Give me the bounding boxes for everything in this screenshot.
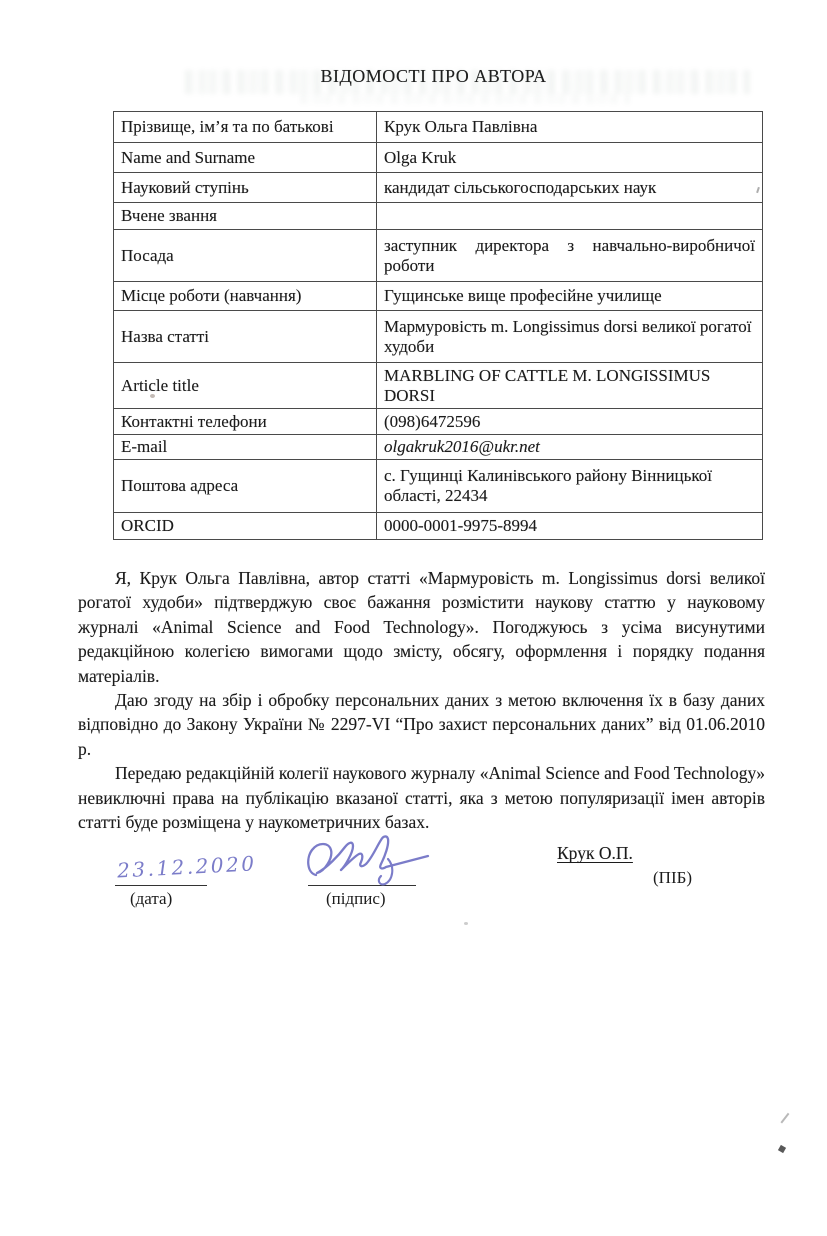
- scan-speck: [780, 1113, 789, 1123]
- table-row: [114, 363, 763, 409]
- name-block: [557, 843, 737, 888]
- field-value: (098)6472596: [377, 409, 763, 435]
- table-row: [114, 435, 763, 460]
- field-label: Місце роботи (навчання): [114, 282, 377, 311]
- paragraph-consent-publication: Я, Крук Ольга Павлівна, автор статті «Мармуровість m. Longissimus dorsi великої рогатої худоби» підтверджую своє бажання розмістити наукову статтю у науковому журналі «Animal Science and Food Technology». Погоджуюсь з усіма висунутими редакційною колегією вимогами щодо змісту, обсягу, оформлення і порядку подання матеріалів.: [78, 568, 765, 686]
- field-label: Посада: [114, 230, 377, 282]
- table-row: [114, 409, 763, 435]
- table-row: [114, 230, 763, 282]
- author-short-name: Крук О.П.: [557, 843, 633, 864]
- name-caption: (ПІБ): [653, 868, 693, 888]
- field-label: E-mail: [114, 435, 377, 460]
- table-row: [114, 513, 763, 540]
- author-info-table: [113, 111, 763, 540]
- field-label: ORCID: [114, 513, 377, 540]
- field-value: Гущинське вище професійне училище: [377, 282, 763, 311]
- table-row: [114, 173, 763, 203]
- field-label: Прізвище, ім’я та по батькові: [114, 112, 377, 143]
- consent-text: [78, 566, 765, 834]
- field-label: Поштова адреса: [114, 460, 377, 513]
- field-value: MARBLING OF CATTLE M. LONGISSIMUS DORSI: [377, 363, 763, 409]
- bleed-through-artifact: [300, 94, 630, 104]
- table-row: [114, 143, 763, 173]
- field-value: Olga Kruk: [377, 143, 763, 173]
- field-label: Контактні телефони: [114, 409, 377, 435]
- field-value: Мармуровість m. Longissimus dorsi великої рогатої худоби: [377, 311, 763, 363]
- date-underline: [115, 851, 258, 886]
- handwritten-date: 23.12.2020: [116, 851, 258, 883]
- field-value: с. Гущинці Калинівського району Вінницької області, 22434: [377, 460, 763, 513]
- field-value: olgakruk2016@ukr.net: [377, 435, 763, 460]
- signature-block: [308, 857, 448, 909]
- field-value: 0000-0001-9975-8994: [377, 513, 763, 540]
- date-caption: (дата): [130, 889, 173, 909]
- table-row: [114, 460, 763, 513]
- field-label: Name and Surname: [114, 143, 377, 173]
- field-value: Крук Ольга Павлівна: [377, 112, 763, 143]
- field-value: [377, 203, 763, 230]
- field-label: Науковий ступінь: [114, 173, 377, 203]
- scanned-document-page: [0, 66, 827, 1236]
- paragraph-consent-rights: Передаю редакційній колегії наукового журналу «Animal Science and Food Technology» невиключні права на публікацію вказаної статті, яка з метою популяризації імен авторів статті буде розміщена у наукометричних базах.: [78, 763, 765, 833]
- signature-caption: (підпис): [326, 889, 386, 909]
- date-block: [115, 851, 258, 909]
- signature-scribble-icon: [300, 833, 432, 889]
- bleed-through-artifact: [185, 70, 750, 94]
- field-value: кандидат сільськогосподарських наук: [377, 173, 763, 203]
- table-row: [114, 311, 763, 363]
- field-label: Article title: [114, 363, 377, 409]
- paragraph-consent-personal-data: Даю згоду на збір і обробку персональних даних з метою включення їх в базу даних відповідно до Закону України № 2297-VI “Про захист персональних даних” від 01.06.2010 р.: [78, 690, 765, 759]
- signature-underline: [308, 857, 416, 886]
- table-row: [114, 203, 763, 230]
- scan-speck: [150, 394, 155, 398]
- field-label: Назва статті: [114, 311, 377, 363]
- signature-section: [0, 843, 827, 933]
- scan-speck: [778, 1145, 786, 1153]
- table-row: [114, 112, 763, 143]
- table-row: [114, 282, 763, 311]
- field-label: Вчене звання: [114, 203, 377, 230]
- field-value: заступник директора з навчально-виробничої роботи: [377, 230, 763, 282]
- page-title: ВІДОМОСТІ ПРО АВТОРА: [320, 66, 547, 86]
- scan-speck: [464, 922, 468, 925]
